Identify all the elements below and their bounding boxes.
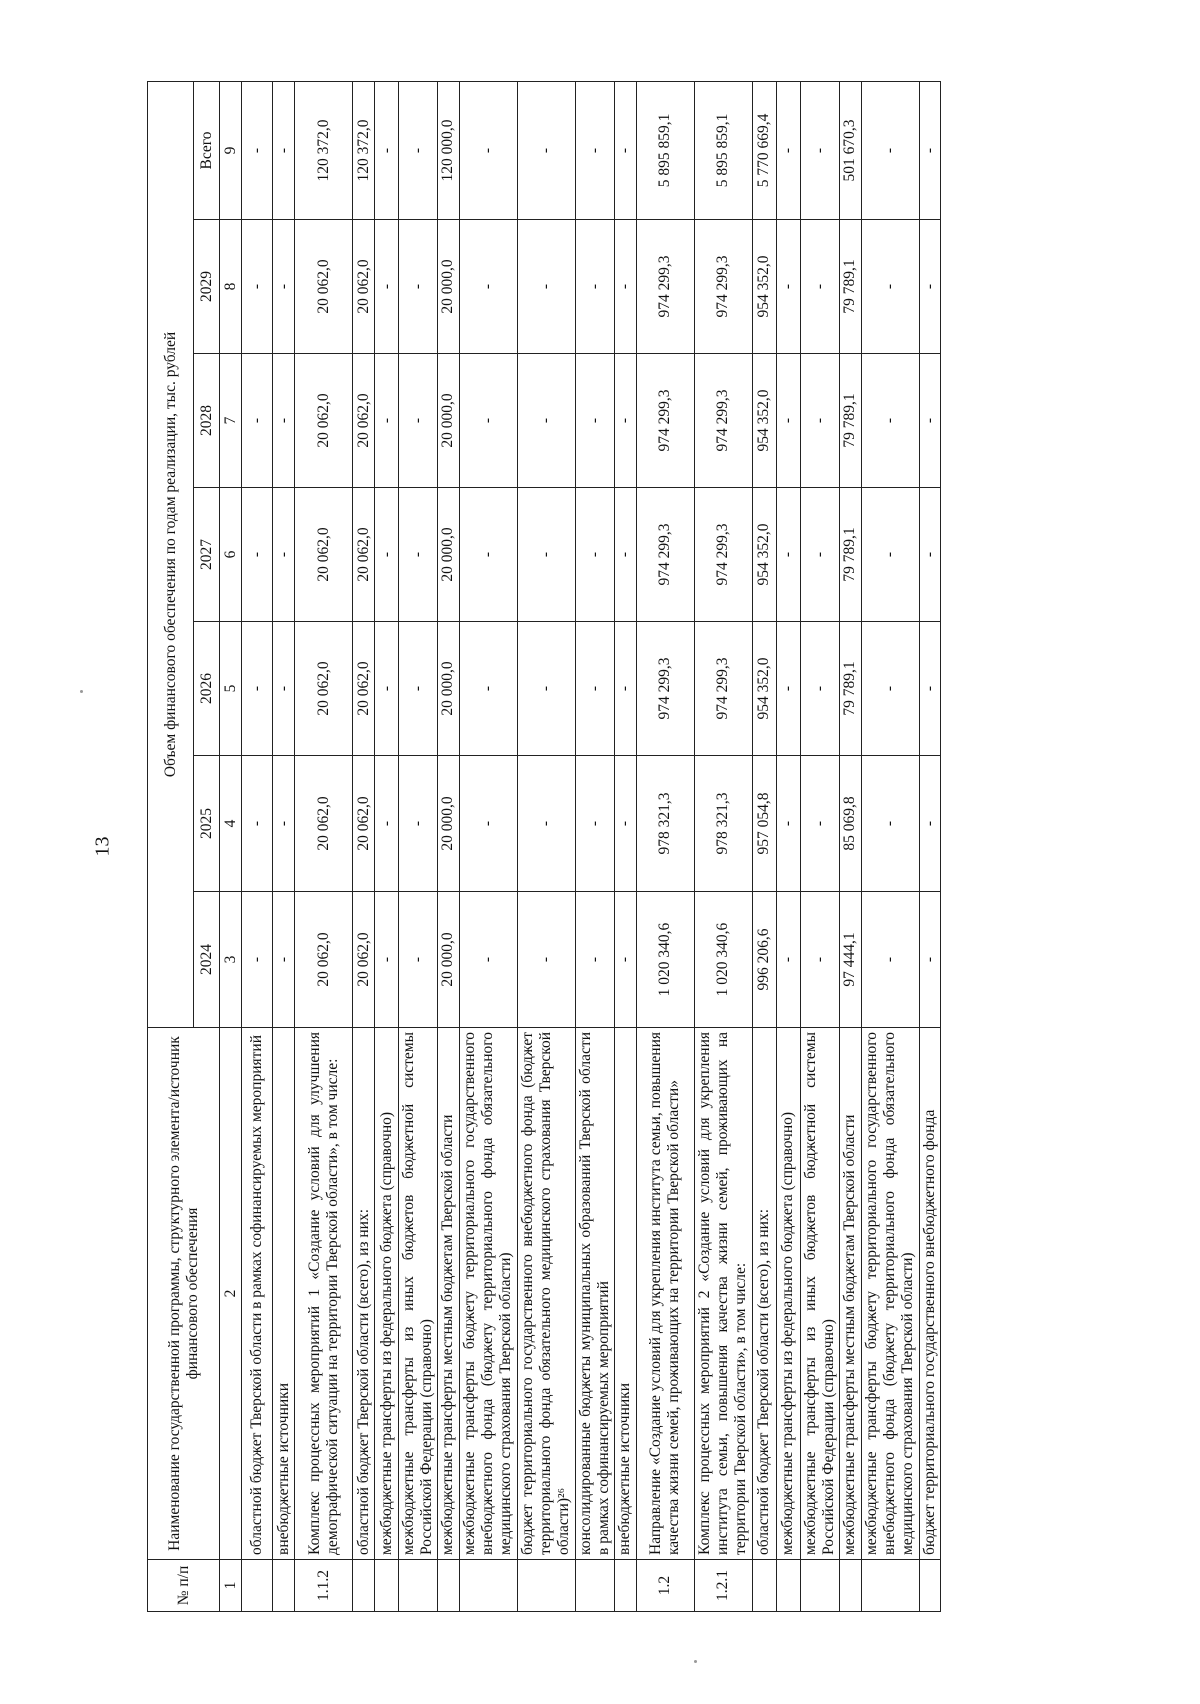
row-name: областной бюджет Тверской области в рамках софинансируемых мероприятий [242,1028,273,1560]
row-year-value: - [575,892,614,1028]
row-name: межбюджетные трансферты бюджету территориального государственного внебюджетного фонда (бюджету территориального фонда обязательного медицинского страхования Тверской области) [459,1028,517,1560]
column-number: 6 [220,488,242,622]
row-total-value: 501 670,3 [839,81,861,219]
row-year-value: - [273,756,295,892]
row-year-value: 978 321,3 [636,756,694,892]
header-name: Наименование государственной программы, структурного элемента/источник финансового обеспечения [148,1028,220,1560]
row-year-value: 954 352,0 [752,488,776,622]
column-number: 3 [220,892,242,1028]
row-year-value: - [517,488,575,622]
row-year-value: - [575,354,614,488]
row-name: Комплекс процессных мероприятий 2 «Создание условий для укрепления института семьи, повышения качества жизни семей, проживающих на территории Тверской области», в том числе: [694,1028,752,1560]
row-year-value: - [614,622,636,756]
row-year-value: 974 299,3 [636,488,694,622]
row-total-value: 5 770 669,4 [752,81,776,219]
row-year-value: 20 062,0 [295,622,353,756]
row-year-value: - [375,756,399,892]
row-year-value: 974 299,3 [694,488,752,622]
row-year-value: - [919,756,940,892]
row-year-value: - [459,488,517,622]
row-year-value: 20 000,0 [437,622,459,756]
row-year-value: - [459,892,517,1028]
row-year-value: 20 000,0 [437,354,459,488]
row-year-value: - [800,622,839,756]
row-year-value: - [800,220,839,354]
row-total-value: - [242,81,273,219]
table-row [399,81,438,1611]
row-year-value: - [273,354,295,488]
row-year-value: - [776,892,800,1028]
row-year-value: - [375,354,399,488]
row-year-value: 20 000,0 [437,488,459,622]
row-year-value: - [614,354,636,488]
row-year-value: 20 062,0 [353,354,375,488]
table-row [800,81,839,1611]
row-year-value: - [517,354,575,488]
row-name: внебюджетные источники [614,1028,636,1560]
row-year-value: - [242,892,273,1028]
header-total: Всего [194,81,220,219]
row-year-value: 954 352,0 [752,354,776,488]
table-row [375,81,399,1611]
row-year-value: 20 000,0 [437,892,459,1028]
header-year: 2029 [194,220,220,354]
row-year-value: - [776,488,800,622]
row-year-value: 978 321,3 [694,756,752,892]
row-year-value: - [242,354,273,488]
table-row [517,81,575,1611]
row-year-value: 974 299,3 [636,622,694,756]
row-number: 1.1.2 [295,1560,353,1612]
row-year-value: - [776,220,800,354]
column-number: 4 [220,756,242,892]
row-name: межбюджетные трансферты из иных бюджетов бюджетной системы Российской Федерации (справочно) [399,1028,438,1560]
row-total-value: 5 895 859,1 [636,81,694,219]
row-year-value: - [919,220,940,354]
row-year-value: 79 789,1 [839,488,861,622]
row-total-value: - [861,81,919,219]
row-year-value: - [800,354,839,488]
column-number: 1 [220,1560,242,1612]
column-number: 9 [220,81,242,219]
row-total-value: 120 372,0 [353,81,375,219]
rotated-table-container [147,82,1079,1612]
header-year: 2024 [194,892,220,1028]
row-year-value: - [614,488,636,622]
row-year-value: - [242,756,273,892]
row-year-value: - [575,622,614,756]
table-row [295,81,353,1611]
row-year-value: 20 062,0 [353,892,375,1028]
table-row [242,81,273,1611]
table-row [353,81,375,1611]
row-year-value: 20 062,0 [353,220,375,354]
row-year-value: - [517,756,575,892]
row-year-value: - [614,892,636,1028]
row-number [375,1560,399,1612]
row-year-value: 79 789,1 [839,354,861,488]
row-total-value: - [517,81,575,219]
row-name: межбюджетные трансферты бюджету территориального государственного внебюджетного фонда (бюджету территориального фонда обязательного медицинского страхования Тверской области) [861,1028,919,1560]
column-number: 7 [220,354,242,488]
row-year-value: 20 062,0 [295,220,353,354]
row-number [437,1560,459,1612]
header-year: 2026 [194,622,220,756]
row-year-value: 20 062,0 [295,892,353,1028]
row-year-value: - [375,488,399,622]
row-year-value: - [399,756,438,892]
row-year-value: - [776,354,800,488]
row-year-value: - [919,488,940,622]
row-year-value: - [399,892,438,1028]
row-year-value: - [242,220,273,354]
row-total-value: - [375,81,399,219]
row-name: межбюджетные трансферты из федерального бюджета (справочно) [776,1028,800,1560]
row-year-value: - [776,756,800,892]
row-year-value: - [517,220,575,354]
column-number: 5 [220,622,242,756]
row-year-value: - [614,756,636,892]
row-year-value: - [399,220,438,354]
row-year-value: - [575,488,614,622]
row-name: бюджет территориального государственного внебюджетного фонда [919,1028,940,1560]
row-year-value: - [273,622,295,756]
table-row [273,81,295,1611]
row-number [861,1560,919,1612]
row-year-value: - [399,354,438,488]
header-year: 2027 [194,488,220,622]
row-year-value: - [614,220,636,354]
row-year-value: - [861,488,919,622]
row-number [273,1560,295,1612]
row-year-value: - [459,756,517,892]
table-body [242,81,941,1611]
row-number [459,1560,517,1612]
row-number [776,1560,800,1612]
row-name: межбюджетные трансферты местным бюджетам Тверской области [839,1028,861,1560]
row-year-value: 954 352,0 [752,622,776,756]
row-year-value: - [517,622,575,756]
row-name: внебюджетные источники [273,1028,295,1560]
row-total-value: - [919,81,940,219]
column-number: 8 [220,220,242,354]
row-name: межбюджетные трансферты из федерального бюджета (справочно) [375,1028,399,1560]
row-name: областной бюджет Тверской области (всего), из них: [752,1028,776,1560]
row-year-value: - [273,892,295,1028]
header-year: 2028 [194,354,220,488]
row-name: Направление «Создание условий для укрепления института семьи, повышения качества жизни семей, проживающих на территории Тверской области» [636,1028,694,1560]
table-row [839,81,861,1611]
table-row [459,81,517,1611]
row-year-value: - [375,220,399,354]
row-number [242,1560,273,1612]
row-year-value: - [242,488,273,622]
row-number [517,1560,575,1612]
row-year-value: 974 299,3 [636,354,694,488]
row-year-value: 957 054,8 [752,756,776,892]
row-year-value: - [575,220,614,354]
row-year-value: - [919,622,940,756]
row-total-value: 5 895 859,1 [694,81,752,219]
row-year-value: - [800,892,839,1028]
scan-speck [694,1660,697,1663]
row-total-value: 120 372,0 [295,81,353,219]
row-total-value: 120 000,0 [437,81,459,219]
row-total-value: - [776,81,800,219]
header-num: № п/п [148,1560,220,1612]
row-year-value: 974 299,3 [694,622,752,756]
table-row [752,81,776,1611]
page-number: 13 [91,836,114,857]
row-year-value: - [861,892,919,1028]
row-name: межбюджетные трансферты из иных бюджетов бюджетной системы Российской Федерации (справочно) [800,1028,839,1560]
row-year-value: 20 062,0 [353,756,375,892]
row-name: бюджет территориального государственного внебюджетного фонда (бюджет территориального фонда обязательного медицинского страхования Тверской области)²⁶ [517,1028,575,1560]
row-total-value: - [614,81,636,219]
header-funding-title: Объем финансового обеспечения по годам реализации, тыс. рублей [148,81,194,1027]
row-number [399,1560,438,1612]
row-year-value: 20 062,0 [353,622,375,756]
row-name: областной бюджет Тверской области (всего), из них: [353,1028,375,1560]
row-year-value: 974 299,3 [694,220,752,354]
row-year-value: - [919,354,940,488]
row-year-value: 20 062,0 [295,756,353,892]
row-year-value: - [375,892,399,1028]
row-name: межбюджетные трансферты местным бюджетам Тверской области [437,1028,459,1560]
row-year-value: - [459,354,517,488]
table-row [861,81,919,1611]
row-year-value: 20 000,0 [437,756,459,892]
row-year-value: 974 299,3 [694,354,752,488]
row-year-value: - [459,220,517,354]
row-year-value: 20 062,0 [295,488,353,622]
row-year-value: - [861,354,919,488]
row-year-value: - [575,756,614,892]
row-name: Комплекс процессных мероприятий 1 «Создание условий для улучшения демографической ситуации на территории Тверской области», в том числе: [295,1028,353,1560]
row-total-value: - [459,81,517,219]
financing-table [147,81,941,1612]
row-year-value: - [273,220,295,354]
row-number [353,1560,375,1612]
row-total-value: - [399,81,438,219]
row-year-value: 954 352,0 [752,220,776,354]
row-year-value: 20 062,0 [295,354,353,488]
row-total-value: - [575,81,614,219]
row-year-value: - [919,892,940,1028]
scan-speck [80,690,83,693]
row-year-value: - [861,622,919,756]
table-header [148,81,242,1611]
row-year-value: 79 789,1 [839,622,861,756]
row-year-value: - [861,756,919,892]
row-name: консолидированные бюджеты муниципальных образований Тверской области в рамках софинансируемых мероприятий [575,1028,614,1560]
table-row [575,81,614,1611]
row-year-value: 97 444,1 [839,892,861,1028]
row-number [575,1560,614,1612]
row-year-value: 79 789,1 [839,220,861,354]
row-total-value: - [800,81,839,219]
row-year-value: - [776,622,800,756]
row-year-value: - [399,488,438,622]
row-number [839,1560,861,1612]
row-year-value: - [273,488,295,622]
table-row [437,81,459,1611]
row-year-value: 85 069,8 [839,756,861,892]
table-row [636,81,694,1611]
column-number: 2 [220,1028,242,1560]
row-number [919,1560,940,1612]
row-year-value: - [800,756,839,892]
row-year-value: 20 000,0 [437,220,459,354]
row-year-value: - [242,622,273,756]
table-row [776,81,800,1611]
row-number: 1.2.1 [694,1560,752,1612]
row-number [614,1560,636,1612]
row-number: 1.2 [636,1560,694,1612]
row-year-value: - [399,622,438,756]
row-number [752,1560,776,1612]
row-year-value: - [800,488,839,622]
row-year-value: 996 206,6 [752,892,776,1028]
table-row [614,81,636,1611]
row-year-value: 20 062,0 [353,488,375,622]
row-year-value: - [375,622,399,756]
row-year-value: 974 299,3 [636,220,694,354]
row-year-value: 1 020 340,6 [694,892,752,1028]
table-row [919,81,940,1611]
row-year-value: - [459,622,517,756]
row-year-value: 1 020 340,6 [636,892,694,1028]
table-row [694,81,752,1611]
row-total-value: - [273,81,295,219]
header-year: 2025 [194,756,220,892]
row-number [800,1560,839,1612]
row-year-value: - [861,220,919,354]
row-year-value: - [517,892,575,1028]
